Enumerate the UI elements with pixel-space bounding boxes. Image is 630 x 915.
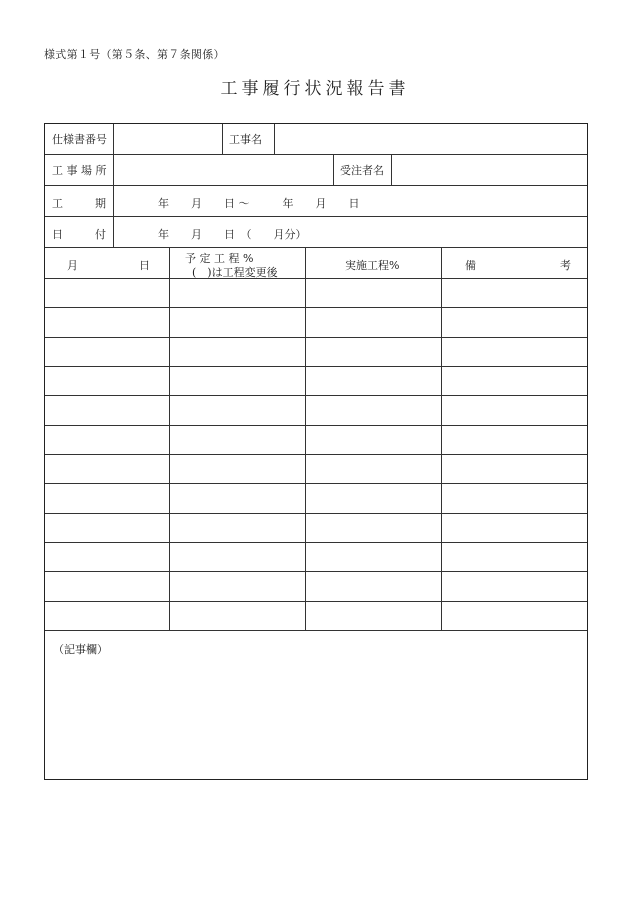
cell-remarks[interactable] xyxy=(441,602,587,630)
col-month-label: 月 xyxy=(67,259,78,272)
col-plan-note: ( )は工程変更後 xyxy=(192,266,278,279)
cell-plan[interactable] xyxy=(169,514,305,542)
date-value[interactable]: 年 月 日 （ 月分） xyxy=(158,228,307,241)
document-title: 工事履行状況報告書 xyxy=(220,79,410,99)
cell-actual[interactable] xyxy=(305,514,441,542)
col-remarks-label-1: 備 xyxy=(465,259,476,272)
cell-actual[interactable] xyxy=(305,396,441,424)
notes-label: （記事欄） xyxy=(53,643,108,656)
cell-date[interactable] xyxy=(45,543,169,571)
cell-plan[interactable] xyxy=(169,367,305,395)
date-label-1: 日 xyxy=(52,228,63,241)
work-place-field[interactable] xyxy=(113,155,333,185)
cell-actual[interactable] xyxy=(305,338,441,366)
table-row xyxy=(45,543,587,572)
table-row xyxy=(45,484,587,513)
cell-remarks[interactable] xyxy=(441,367,587,395)
cell-actual[interactable] xyxy=(305,602,441,630)
work-place-label: 工 事 場 所 xyxy=(52,164,107,177)
cell-actual[interactable] xyxy=(305,484,441,512)
cell-actual[interactable] xyxy=(305,426,441,454)
report-form xyxy=(44,123,588,780)
table-row xyxy=(45,308,587,337)
table-row xyxy=(45,602,587,631)
notes-area[interactable] xyxy=(45,631,587,779)
cell-date[interactable] xyxy=(45,396,169,424)
table-row xyxy=(45,572,587,601)
progress-grid xyxy=(45,279,587,631)
col-day-label: 日 xyxy=(139,259,150,272)
cell-plan[interactable] xyxy=(169,396,305,424)
cell-plan[interactable] xyxy=(169,543,305,571)
cell-remarks[interactable] xyxy=(441,279,587,307)
place-row xyxy=(45,155,587,186)
col-remarks-label-2: 考 xyxy=(560,259,571,272)
cell-remarks[interactable] xyxy=(441,426,587,454)
col-actual-label: 実施工程% xyxy=(345,259,400,272)
cell-date[interactable] xyxy=(45,426,169,454)
form-reference: 様式第１号（第５条、第７条関係） xyxy=(44,48,225,61)
work-name-label: 工事名 xyxy=(229,133,262,146)
table-row xyxy=(45,514,587,543)
table-header xyxy=(45,248,587,279)
date-label-2: 付 xyxy=(95,228,106,241)
cell-date[interactable] xyxy=(45,484,169,512)
table-row xyxy=(45,396,587,425)
cell-actual[interactable] xyxy=(305,308,441,336)
table-row xyxy=(45,426,587,455)
cell-remarks[interactable] xyxy=(441,514,587,542)
table-row xyxy=(45,455,587,484)
cell-date[interactable] xyxy=(45,367,169,395)
date-row xyxy=(45,217,587,248)
period-row xyxy=(45,186,587,217)
cell-date[interactable] xyxy=(45,602,169,630)
cell-plan[interactable] xyxy=(169,308,305,336)
cell-date[interactable] xyxy=(45,455,169,483)
cell-plan[interactable] xyxy=(169,484,305,512)
col-plan-label: 予 定 工 程 % xyxy=(185,252,254,265)
cell-remarks[interactable] xyxy=(441,308,587,336)
spec-no-field[interactable] xyxy=(113,124,222,154)
cell-actual[interactable] xyxy=(305,572,441,600)
cell-plan[interactable] xyxy=(169,602,305,630)
cell-remarks[interactable] xyxy=(441,543,587,571)
cell-date[interactable] xyxy=(45,279,169,307)
cell-plan[interactable] xyxy=(169,455,305,483)
period-value[interactable]: 年 月 日 〜 年 月 日 xyxy=(158,197,360,210)
cell-plan[interactable] xyxy=(169,338,305,366)
cell-actual[interactable] xyxy=(305,367,441,395)
period-label-2: 期 xyxy=(95,197,106,210)
contractor-label: 受注者名 xyxy=(340,164,384,177)
spec-row xyxy=(45,124,587,155)
cell-remarks[interactable] xyxy=(441,338,587,366)
table-row xyxy=(45,279,587,308)
cell-date[interactable] xyxy=(45,572,169,600)
table-row xyxy=(45,338,587,367)
cell-remarks[interactable] xyxy=(441,484,587,512)
cell-plan[interactable] xyxy=(169,279,305,307)
cell-date[interactable] xyxy=(45,514,169,542)
cell-remarks[interactable] xyxy=(441,455,587,483)
cell-actual[interactable] xyxy=(305,279,441,307)
work-name-field[interactable] xyxy=(274,124,587,154)
cell-date[interactable] xyxy=(45,308,169,336)
cell-actual[interactable] xyxy=(305,543,441,571)
cell-plan[interactable] xyxy=(169,426,305,454)
contractor-field[interactable] xyxy=(391,155,587,185)
period-label-1: 工 xyxy=(52,197,63,210)
cell-date[interactable] xyxy=(45,338,169,366)
cell-remarks[interactable] xyxy=(441,396,587,424)
cell-actual[interactable] xyxy=(305,455,441,483)
spec-no-label: 仕様書番号 xyxy=(52,133,107,146)
cell-plan[interactable] xyxy=(169,572,305,600)
table-row xyxy=(45,367,587,396)
cell-remarks[interactable] xyxy=(441,572,587,600)
